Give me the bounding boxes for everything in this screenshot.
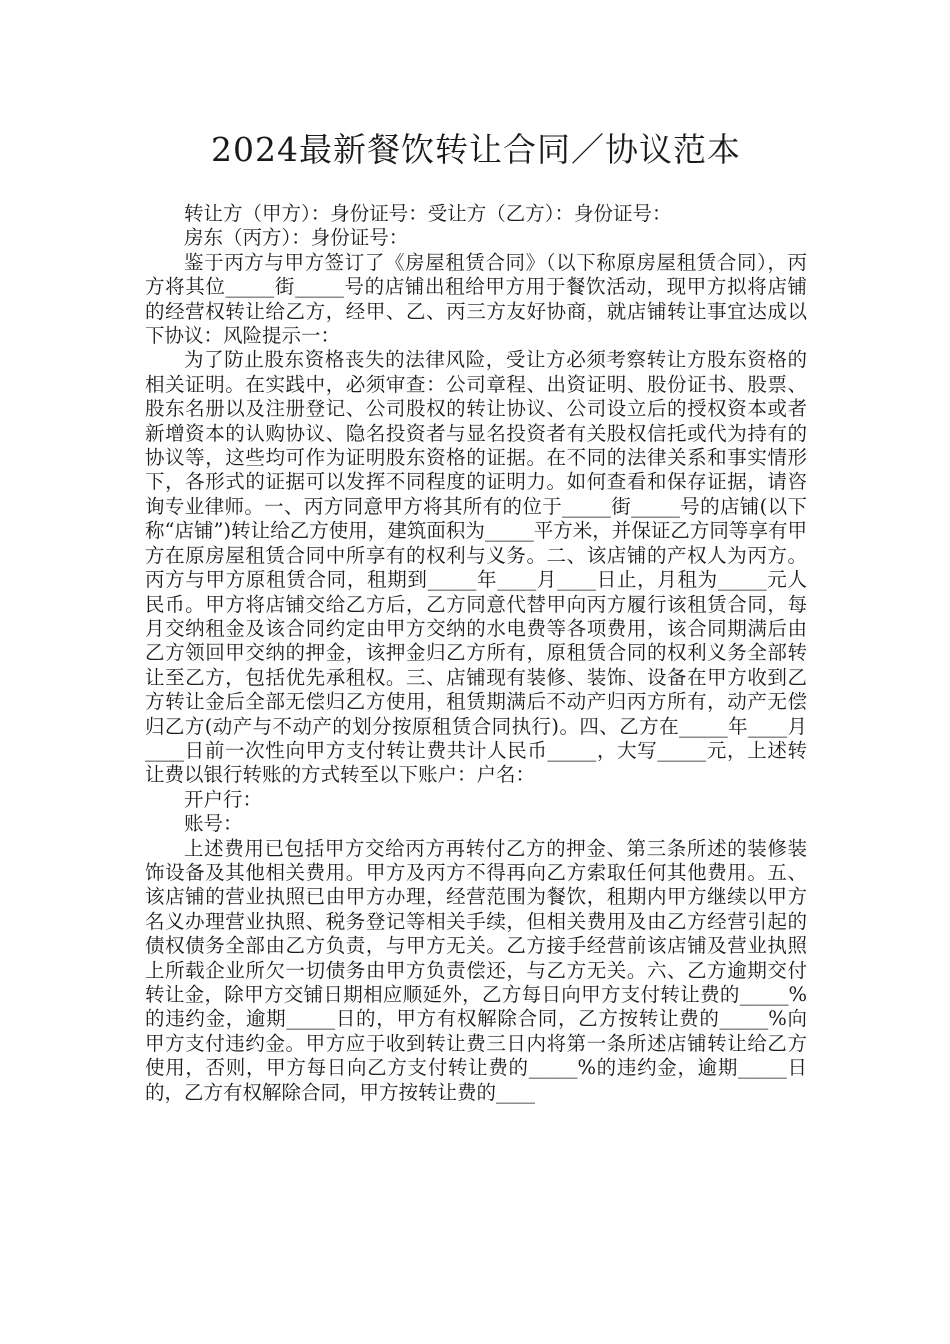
- party-info-transferor: 转让方（甲方）：身份证号：受让方（乙方）：身份证号：: [184, 202, 672, 225]
- risk-and-terms-paragraph: 为了防止股东资格丧失的法律风险，受让方必须考察转让方股东资格的相关证明。在实践中，必须审查：公司章程、出资证明、股份证书、股票、股东名册以及注册登记、公司股权的转让协议、公司设立后的授权资本或者新增资本的认购协议、隐名投资者与显名投资者有关股权信托或代为持有的协议等，这些均可作为证明股东资格的证据。在不同的法律关系和事实情形下，各形式的证据可以发挥不同程度的证明力。如何查看和保存证据，请咨询专业律师。一、丙方同意甲方将其所有的位于_____街_____号的店铺(以下称“店铺”)转让给乙方使用，建筑面积为_____平方米，并保证乙方同等享有甲方在原房屋租赁合同中所享有的权利与义务。二、该店铺的产权人为丙方。丙方与甲方原租赁合同，租期到_____年____月____日止，月租为_____元人民币。甲方将店铺交给乙方后，乙方同意代替甲向丙方履行该租赁合同，每月交纳租金及该合同约定由甲方交纳的水电费等各项费用，该合同期满后由乙方领回甲交纳的押金，该押金归乙方所有，原租赁合同的权利义务全部转让至乙方，包括优先承租权。三、店铺现有装修、装饰、设备在甲方收到乙方转让金后全部无偿归乙方使用，租赁期满后不动产归丙方所有，动产无偿归乙方(动产与不动产的划分按原租赁合同执行)。四、乙方在_____年____月____日前一次性向甲方支付转让费共计人民币_____，大写_____元，上述转让费以银行转账的方式转至以下账户：户名：: [145, 348, 807, 787]
- preamble-paragraph: 鉴于丙方与甲方签订了《房屋租赁合同》（以下称原房屋租赁合同），丙方将其位_____街_____号的店铺出租给甲方用于餐饮活动，现甲方拟将店铺的经营权转让给乙方，经甲、乙、丙三方友好协商，就店铺转让事宜达成以下协议：风险提示一：: [145, 250, 807, 348]
- fees-and-breach-paragraph: 上述费用已包括甲方交给丙方再转付乙方的押金、第三条所述的装修装饰设备及其他相关费用。甲方及丙方不得再向乙方索取任何其他费用。五、该店铺的营业执照已由甲方办理，经营范围为餐饮，租期内甲方继续以甲方名义办理营业执照、税务登记等相关手续，但相关费用及由乙方经营引起的债权债务全部由乙方负责，与甲方无关。乙方接手经营前该店铺及营业执照上所载企业所欠一切债务由甲方负责偿还，与乙方无关。六、乙方逾期交付转让金，除甲方交铺日期相应顺延外，乙方每日向甲方支付转让费的_____%的违约金，逾期_____日的，甲方有权解除合同，乙方按转让费的_____%向甲方支付违约金。甲方应于收到转让费三日内将第一条所述店铺转让给乙方使用，否则，甲方每日向乙方支付转让费的_____%的违约金，逾期_____日的，乙方有权解除合同，甲方按转让费的____: [145, 836, 807, 1104]
- document-title: 2024最新餐饮转让合同／协议范本: [211, 130, 741, 169]
- party-info-landlord: 房东（丙方）：身份证号：: [184, 226, 409, 250]
- document-page: [145, 128, 807, 1105]
- bank-name-line: 开户行：: [184, 787, 263, 811]
- account-number-line: 账号：: [184, 812, 243, 836]
